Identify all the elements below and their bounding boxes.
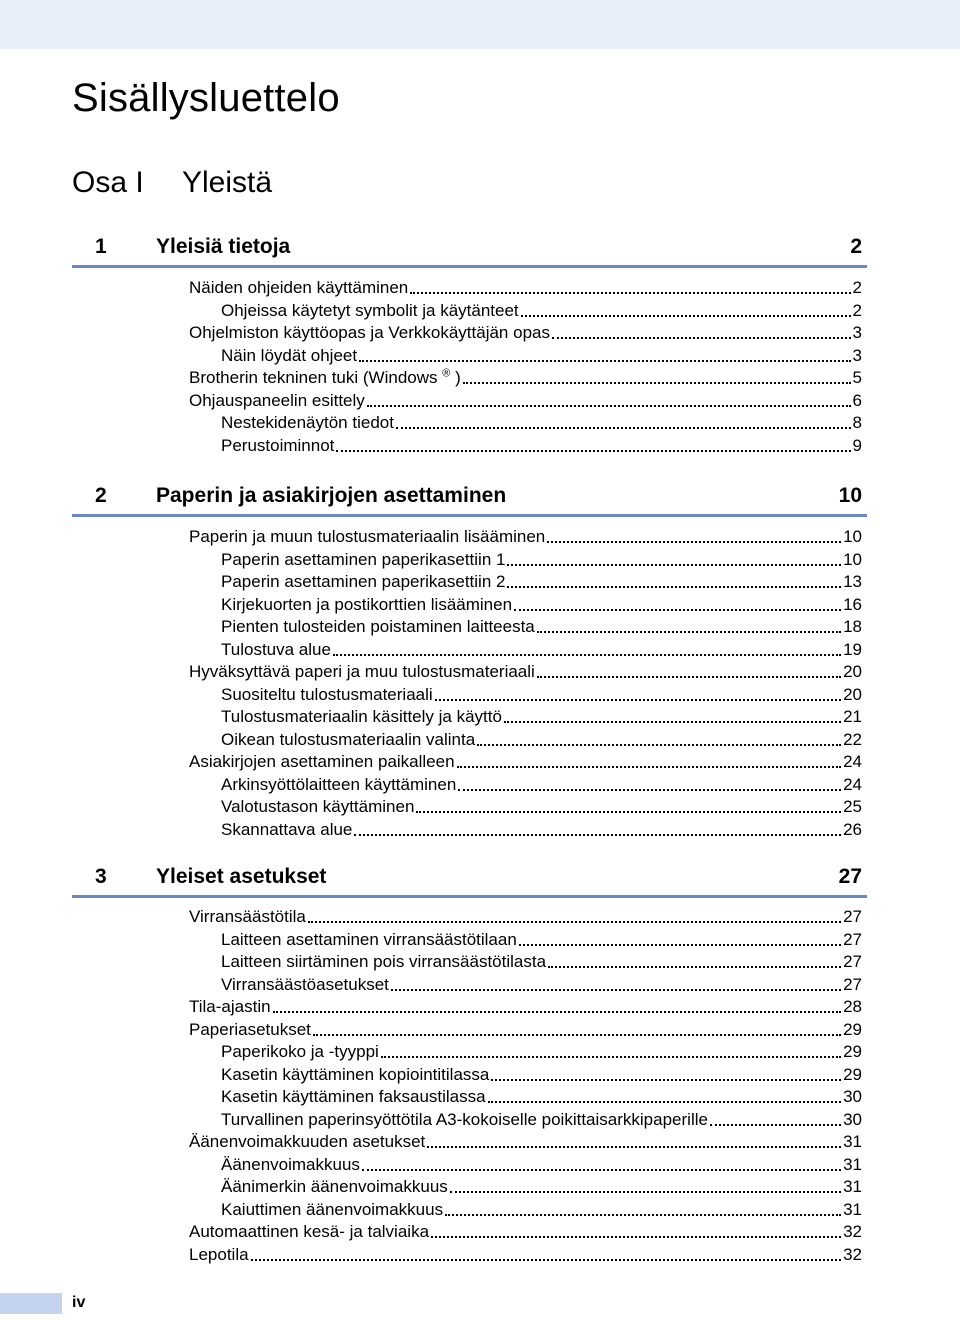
toc-entry[interactable] [221, 300, 862, 322]
leader-dots [521, 315, 851, 317]
toc-entry-text: Brotherin tekninen tuki (Windows [189, 368, 438, 387]
toc-entry-page: 27 [843, 952, 862, 971]
toc-entry-title [221, 1064, 489, 1086]
leader-dots [547, 541, 841, 543]
toc-entry-page: 31 [843, 1177, 862, 1196]
toc-entry-text: Äänenvoimakkuus [221, 1154, 360, 1174]
chapter-title: Yleisiä tietoja [156, 235, 291, 258]
page-title: Sisällysluettelo [72, 76, 340, 120]
toc-entry[interactable] [221, 796, 862, 818]
leader-dots [507, 586, 841, 588]
toc-entry-text: Näiden ohjeiden käyttäminen [189, 278, 409, 297]
leader-dots [381, 1056, 841, 1058]
toc-entry-page: 25 [843, 797, 862, 816]
toc-entry[interactable] [221, 729, 862, 751]
leader-dots [416, 811, 841, 813]
chapter-page: 2 [850, 235, 862, 258]
toc-entry-title [221, 1154, 360, 1176]
toc-entry-page: 20 [843, 684, 862, 704]
toc-entry[interactable] [221, 1109, 862, 1131]
toc-entry-title [221, 594, 512, 616]
toc-entry[interactable] [189, 1221, 862, 1243]
chapter-heading[interactable] [72, 235, 867, 268]
leader-dots [410, 292, 850, 294]
toc-entry-page: 22 [843, 729, 862, 749]
chapter-heading[interactable] [72, 484, 867, 517]
toc-entry-text: Suositeltu tulostusmateriaali [221, 684, 433, 704]
toc-entry[interactable] [221, 571, 862, 593]
toc-entry-text: Hyväksyttävä paperi ja muu tulostusmateriaali [189, 662, 535, 681]
toc-entry-text: Asiakirjojen asettaminen paikalleen [189, 752, 455, 771]
toc-entry[interactable] [221, 616, 862, 638]
chapter-title: Yleiset asetukset [156, 865, 327, 888]
leader-dots [537, 631, 841, 633]
leader-dots [396, 427, 851, 429]
toc-entry-text: Virransäästötila [189, 907, 306, 926]
toc-entry-title [189, 661, 535, 683]
toc-entry-text: Paperin asettaminen paperikasettiin 1 [221, 549, 506, 569]
toc-entry-text: Kirjekuorten ja postikorttien lisääminen [221, 594, 513, 614]
footer-page-number: iv [72, 1294, 86, 1311]
toc-entry-text: Paperin asettaminen paperikasettiin 2 [221, 572, 506, 591]
toc-entry-page: 2 [852, 300, 862, 320]
toc-entry[interactable] [221, 929, 862, 951]
toc-entry[interactable] [221, 1154, 862, 1176]
leader-dots [427, 1146, 841, 1148]
toc-entry-title [221, 729, 475, 751]
toc-entry[interactable] [189, 277, 862, 299]
toc-entry-page: 6 [852, 390, 862, 410]
toc-entry[interactable] [221, 1176, 862, 1198]
toc-entry-title [189, 996, 271, 1018]
leader-dots [367, 405, 851, 407]
toc-entry-text: Laitteen siirtäminen pois virransäästötilasta [221, 952, 547, 971]
toc-entry-page: 29 [843, 1019, 862, 1039]
toc-entry[interactable] [221, 412, 862, 434]
chapter-heading[interactable] [72, 865, 867, 898]
chapter-number: 3 [95, 865, 107, 888]
part-heading [72, 166, 272, 200]
toc-entry[interactable] [189, 390, 862, 412]
leader-dots [450, 1191, 841, 1193]
toc-entry-text: Skannattava alue [221, 819, 353, 839]
toc-entry-page: 29 [843, 1042, 862, 1061]
toc-entry-title [221, 345, 357, 367]
toc-entry[interactable] [189, 1244, 862, 1266]
toc-entry[interactable] [189, 526, 862, 548]
toc-entry-page: 27 [843, 907, 862, 926]
toc-entry-page: 27 [843, 974, 862, 994]
header-band [0, 0, 960, 49]
toc-entry-title [221, 774, 456, 796]
toc-entry-page: 28 [843, 997, 862, 1016]
toc-entry[interactable] [221, 435, 862, 457]
leader-dots [359, 360, 850, 362]
toc-entry-text: Paperin ja muun tulostusmateriaalin lisääminen [189, 527, 546, 546]
toc-entry-page: 9 [852, 435, 862, 455]
leader-dots [537, 676, 841, 678]
toc-entry-page: 30 [843, 1109, 862, 1129]
toc-entry[interactable] [221, 594, 862, 616]
toc-entry-text: Tulostuva alue [221, 639, 331, 659]
toc-entry[interactable] [189, 996, 862, 1018]
toc-entry-title [189, 1244, 249, 1266]
toc-entry-page: 32 [843, 1222, 862, 1241]
toc-entry-page: 2 [852, 278, 862, 297]
toc-entry-text: Ohjeissa käytetyt symbolit ja käytänteet [221, 300, 519, 320]
toc-entry-text: Perustoiminnot [221, 435, 335, 455]
toc-entry-title [189, 906, 306, 928]
toc-entry-text: Turvallinen paperinsyöttötila A3-kokoiselle poikittaisarkkipaperille [221, 1109, 708, 1129]
toc-entry-page: 21 [843, 707, 862, 726]
toc-entry-title [221, 819, 352, 841]
toc-entry[interactable] [189, 906, 862, 928]
toc-entry-title [221, 1176, 448, 1198]
toc-entry-text: Oikean tulostusmateriaalin valinta [221, 729, 476, 749]
toc-entry-text: Automaattinen kesä- ja talviaika [189, 1222, 430, 1241]
toc-entry[interactable] [189, 661, 862, 683]
leader-dots [273, 1011, 842, 1013]
toc-entry-page: 32 [843, 1244, 862, 1264]
toc-entry-text: Nestekidenäytön tiedot [221, 413, 394, 432]
toc-entry-page: 18 [843, 617, 862, 636]
toc-entry-title [189, 367, 461, 389]
part-title: Yleistä [182, 166, 273, 199]
toc-entry-title [221, 1086, 486, 1108]
toc-entry-page: 3 [852, 323, 862, 342]
toc-entry-title [221, 929, 517, 951]
leader-dots [313, 1034, 841, 1036]
toc-entry-text: Äänenvoimakkuuden asetukset [189, 1132, 426, 1151]
toc-entry[interactable] [221, 1064, 862, 1086]
toc-entry-page: 31 [843, 1132, 862, 1151]
leader-dots [477, 744, 841, 746]
toc-entry-text: Arkinsyöttölaitteen käyttäminen [221, 774, 457, 794]
toc-entry[interactable] [189, 367, 862, 389]
toc-entry-title [189, 1131, 425, 1153]
toc-entry-title [221, 1199, 443, 1221]
toc-entry[interactable] [189, 1019, 862, 1041]
toc-entry-page: 10 [843, 549, 862, 569]
toc-entry-title [221, 1109, 708, 1131]
leader-dots [308, 921, 841, 923]
toc-entry-page: 31 [843, 1154, 862, 1174]
toc-entry-title [189, 1221, 429, 1243]
part-number: Osa I [72, 166, 144, 199]
toc-entry-title [189, 526, 545, 548]
toc-entry-title [221, 571, 505, 593]
toc-entry[interactable] [189, 1131, 862, 1153]
toc-entry-title [221, 435, 334, 457]
toc-entry-title [221, 951, 546, 973]
toc-entry-title [221, 684, 433, 706]
toc-entry-text: Pienten tulosteiden poistaminen laitteesta [221, 617, 535, 636]
leader-dots [354, 834, 841, 836]
registered-mark: ® [442, 367, 451, 380]
toc-entry[interactable] [221, 951, 862, 973]
toc-entry-text: Valotustason käyttäminen [221, 797, 415, 816]
toc-entry-title [221, 300, 519, 322]
toc-entry-title [221, 1041, 379, 1063]
chapter-page: 27 [838, 865, 862, 888]
toc-entry-page: 13 [843, 572, 862, 591]
toc-entry[interactable] [189, 322, 862, 344]
chapter-page: 10 [838, 484, 862, 507]
leader-dots [457, 766, 842, 768]
toc-entry-page: 19 [843, 639, 862, 659]
toc-entry[interactable] [221, 639, 862, 661]
toc-entry-page: 24 [843, 774, 862, 794]
toc-entry[interactable] [221, 549, 862, 571]
toc-entry[interactable] [221, 706, 862, 728]
chapter-title: Paperin ja asiakirjojen asettaminen [156, 484, 507, 507]
toc-entry-text: Lepotila [189, 1244, 249, 1264]
toc-entry-title [189, 322, 550, 344]
toc-entry-title [189, 751, 455, 773]
toc-entry-title [221, 974, 389, 996]
toc-entry-text: Kaiuttimen äänenvoimakkuus [221, 1199, 444, 1219]
leader-dots [336, 450, 850, 452]
toc-entry-text: Tila-ajastin [189, 997, 271, 1016]
toc-entry-text: Ohjauspaneelin esittely [189, 390, 365, 410]
toc-entry-title [189, 1019, 311, 1041]
toc-entry-text: Paperikoko ja -tyyppi [221, 1042, 379, 1061]
toc-entry-page: 26 [843, 819, 862, 839]
toc-entry-page: 5 [852, 368, 862, 387]
leader-dots [488, 1101, 841, 1103]
toc-entry[interactable] [221, 345, 862, 367]
leader-dots [333, 654, 841, 656]
toc-entry-text: Kasetin käyttäminen kopiointitilassa [221, 1064, 490, 1084]
footer-bar [0, 1293, 62, 1314]
leader-dots [362, 1169, 841, 1171]
toc-entry-text: Paperiasetukset [189, 1019, 311, 1039]
toc-entry[interactable] [221, 819, 862, 841]
toc-entry-text: Ohjelmiston käyttöopas ja Verkkokäyttäjän opas [189, 323, 550, 342]
leader-dots [491, 1079, 841, 1081]
toc-entry-title [221, 796, 414, 818]
leader-dots [463, 382, 851, 384]
toc-entry-title [221, 549, 505, 571]
toc-entry-page: 8 [852, 413, 862, 432]
leader-dots [552, 337, 851, 339]
toc-entry-title [221, 616, 535, 638]
toc-entry-page: 30 [843, 1087, 862, 1106]
toc-entry-text: Äänimerkin äänenvoimakkuus [221, 1177, 448, 1196]
chapter-number: 1 [95, 235, 107, 258]
leader-dots [507, 564, 841, 566]
toc-entry[interactable] [221, 774, 862, 796]
leader-dots [458, 789, 841, 791]
toc-entry-text: Kasetin käyttäminen faksaustilassa [221, 1087, 486, 1106]
toc-entry-page: 27 [843, 929, 862, 949]
leader-dots [391, 989, 841, 991]
toc-entry-page: 31 [843, 1199, 862, 1219]
leader-dots [519, 944, 841, 946]
toc-entry-title [221, 706, 502, 728]
toc-entry-title [189, 390, 365, 412]
leader-dots [548, 966, 841, 968]
toc-entry[interactable] [221, 684, 862, 706]
toc-entry-page: 16 [843, 594, 862, 614]
leader-dots [710, 1124, 841, 1126]
toc-entry-page: 10 [843, 527, 862, 546]
toc-entry-title [189, 277, 408, 299]
toc-entry[interactable] [221, 974, 862, 996]
leader-dots [435, 699, 841, 701]
toc-entry-title [221, 639, 331, 661]
toc-entry-text: Näin löydät ohjeet [221, 345, 358, 365]
leader-dots [431, 1236, 841, 1238]
toc-entry-text: Virransäästöasetukset [221, 974, 389, 994]
toc-entry-text: Laitteen asettaminen virransäästötilaan [221, 929, 517, 949]
leader-dots [514, 609, 841, 611]
leader-dots [445, 1214, 841, 1216]
toc-entry[interactable] [221, 1199, 862, 1221]
toc-entry-title [221, 412, 394, 434]
leader-dots [504, 721, 841, 723]
chapter-number: 2 [95, 484, 107, 507]
toc-entry[interactable] [221, 1041, 862, 1063]
toc-entry-page: 29 [843, 1064, 862, 1084]
toc-entry-text-suffix: ) [455, 368, 461, 387]
toc-entry-page: 24 [843, 752, 862, 771]
toc-entry-text: Tulostusmateriaalin käsittely ja käyttö [221, 707, 502, 726]
toc-entry-page: 3 [852, 345, 862, 365]
toc-entry-page: 20 [843, 662, 862, 681]
toc-entry[interactable] [221, 1086, 862, 1108]
toc-entry[interactable] [189, 751, 862, 773]
leader-dots [251, 1259, 842, 1261]
